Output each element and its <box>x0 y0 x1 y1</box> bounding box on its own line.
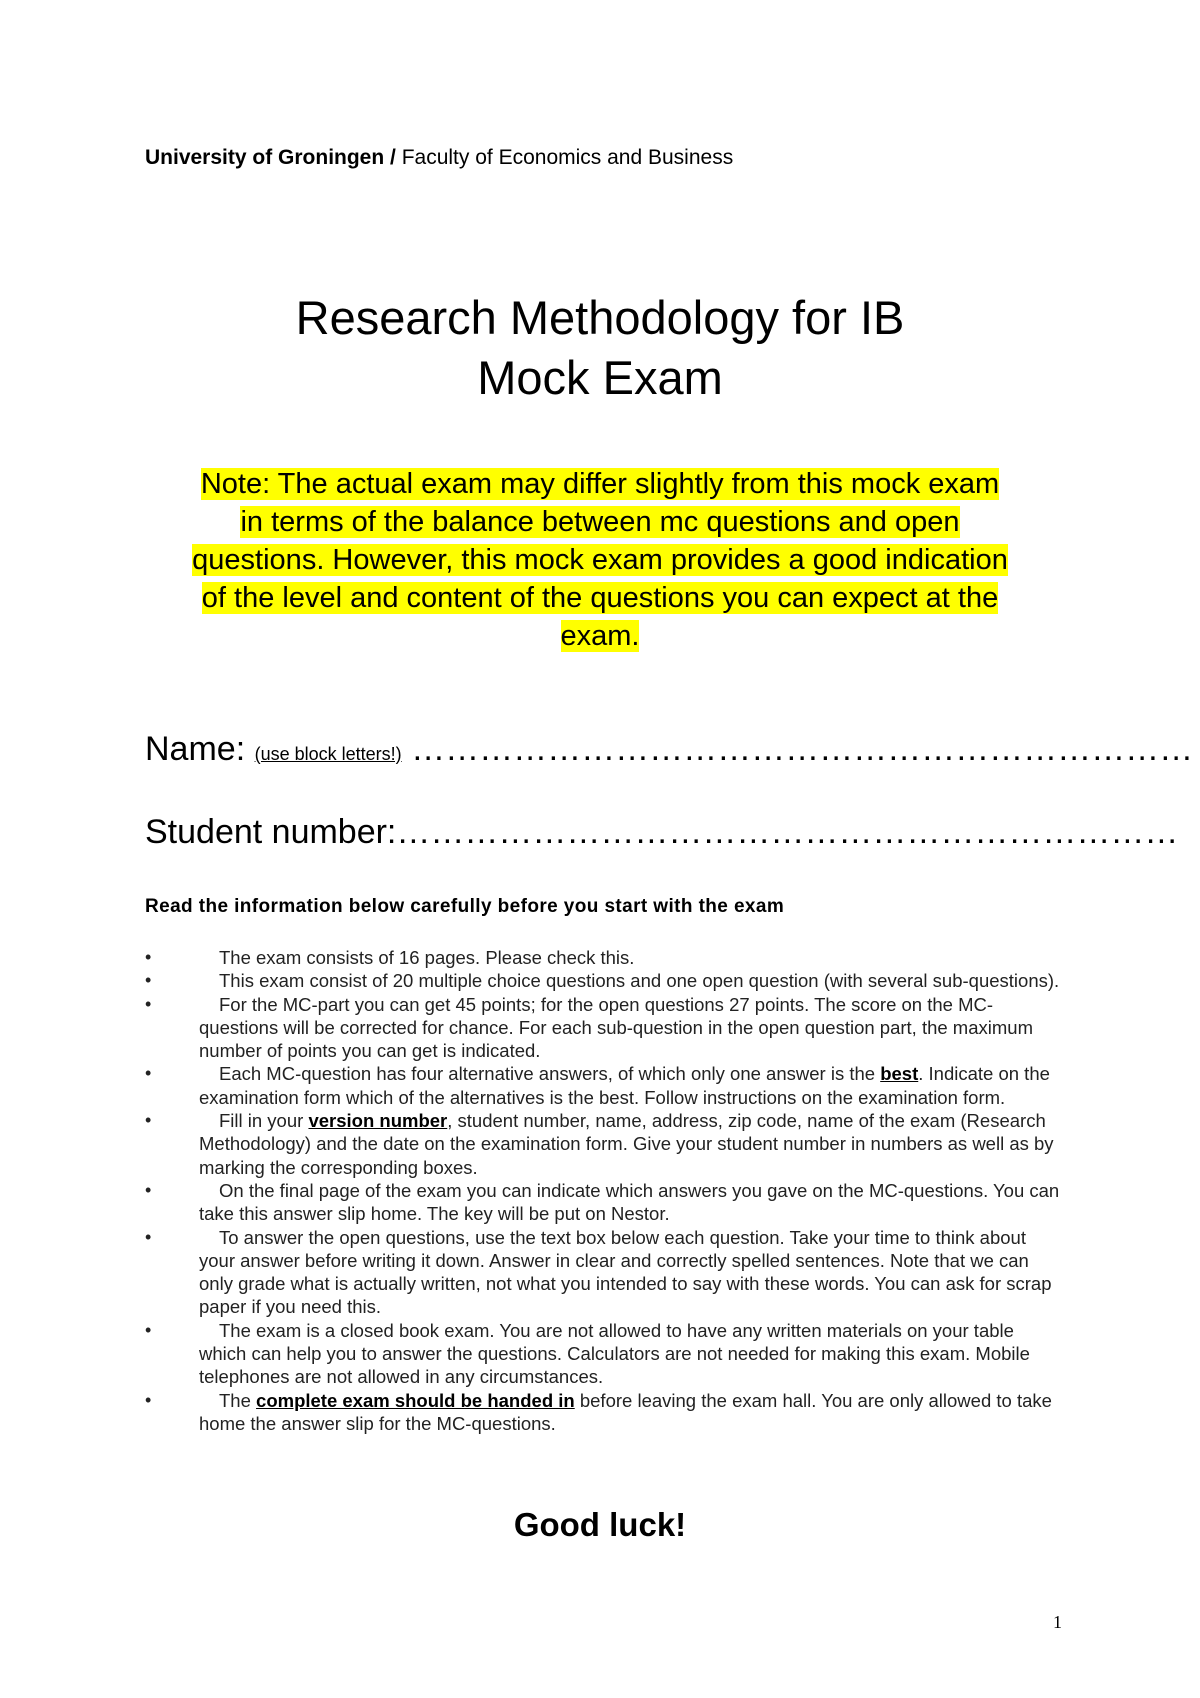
bullet-icon: • <box>145 1319 152 1340</box>
note-line: Note: The actual exam may differ slightly from this mock exam <box>200 468 1000 500</box>
instruction-text: The exam consists of 16 pages. Please check this. <box>219 947 635 968</box>
instruction-text: The <box>219 1389 257 1411</box>
name-hint: (use block letters!) <box>254 744 402 764</box>
university-name: University of Groningen / <box>145 146 396 169</box>
student-number-dots: …………………………………………………………… <box>396 813 1179 851</box>
student-number-field[interactable] <box>145 813 1178 852</box>
list-item <box>145 1319 1065 1389</box>
instructions-heading: Read the information below carefully before you start with the exam <box>145 896 785 917</box>
bullet-icon: • <box>145 947 152 967</box>
bullet-icon: • <box>145 1110 152 1131</box>
list-item <box>145 1389 1065 1436</box>
exam-type-title: Mock Exam <box>477 351 723 404</box>
instruction-text: before leaving the exam hall. You are only allowed to take home the answer slip for the MC-questions. <box>199 1389 1052 1434</box>
note-line: of the level and content of the questions you can expect at the <box>201 582 999 614</box>
instruction-text: Each MC-question has four alternative answers, of which only one answer is the <box>219 1063 881 1085</box>
course-title: Research Methodology for IB <box>295 291 905 344</box>
instruction-text: . Indicate on the examination form which of the alternatives is the best. Follow instructions on the examination form. <box>199 1063 1050 1108</box>
institution-header <box>145 146 733 170</box>
instruction-text: For the MC-part you can get 45 points; for the open questions 27 points. The score on the MC-questions will be corrected for chance. For each sub-question in the open question part, the maximum number of points you can get is indicated. <box>199 993 1033 1062</box>
instruction-text: On the final page of the exam you can indicate which answers you gave on the MC-questions. You can take this answer slip home. The key will be put on Nestor. <box>199 1179 1060 1225</box>
name-dots: …………………………………………………………… <box>401 730 1194 768</box>
bullet-icon: • <box>145 1179 152 1200</box>
name-field[interactable] <box>145 730 1193 769</box>
instruction-text: The exam is a closed book exam. You are not allowed to have any written materials on your table which can help you to answer the questions. Calculators are not needed for making this exam. Mobile telephones are not allowed in any circumstances. <box>199 1319 1030 1388</box>
student-number-label: Student number: <box>145 813 397 851</box>
emphasis-hand-in: complete exam should be handed in <box>256 1389 575 1411</box>
instruction-text: To answer the open questions, use the text box below each question. Take your time to think about your answer before writing it down. Answer in clear and correctly spelled sentences. Note that we can only grade what is actually written, not what you intended to say with these words. You can ask for scrap paper if you need this. <box>199 1226 1052 1318</box>
instruction-text: Fill in your <box>219 1110 309 1132</box>
mock-exam-note <box>140 465 1060 655</box>
list-item <box>145 1179 1065 1226</box>
page-number: 1 <box>1053 1612 1062 1632</box>
list-item <box>145 993 1065 1063</box>
emphasis-version-number: version number <box>308 1110 448 1132</box>
bullet-icon: • <box>145 970 152 991</box>
bullet-icon: • <box>145 993 152 1014</box>
list-item <box>145 969 1065 992</box>
note-line: questions. However, this mock exam provides a good indication <box>192 544 1008 576</box>
list-item <box>145 1226 1065 1319</box>
name-label: Name: <box>145 730 255 768</box>
note-line: exam. <box>560 620 640 652</box>
instruction-text: This exam consist of 20 multiple choice questions and one open question (with several sub-questions). <box>219 970 1060 992</box>
list-item <box>145 946 1065 969</box>
instruction-text: , student number, name, address, zip code, name of the exam (Research Methodology) and the date on the examination form. Give your student number in numbers as well as by marking the corresponding boxes. <box>199 1110 1054 1178</box>
closing-message: Good luck! <box>513 1506 687 1543</box>
list-item <box>145 1062 1065 1109</box>
bullet-icon: • <box>145 1389 152 1410</box>
note-line: in terms of the balance between mc questions and open <box>240 506 960 538</box>
bullet-icon: • <box>145 1226 152 1247</box>
exam-title <box>0 288 1200 408</box>
list-item <box>145 1109 1065 1179</box>
emphasis-best: best <box>880 1063 919 1085</box>
instructions-list <box>145 946 1065 1435</box>
bullet-icon: • <box>145 1063 152 1084</box>
faculty-name: Faculty of Economics and Business <box>395 146 734 169</box>
